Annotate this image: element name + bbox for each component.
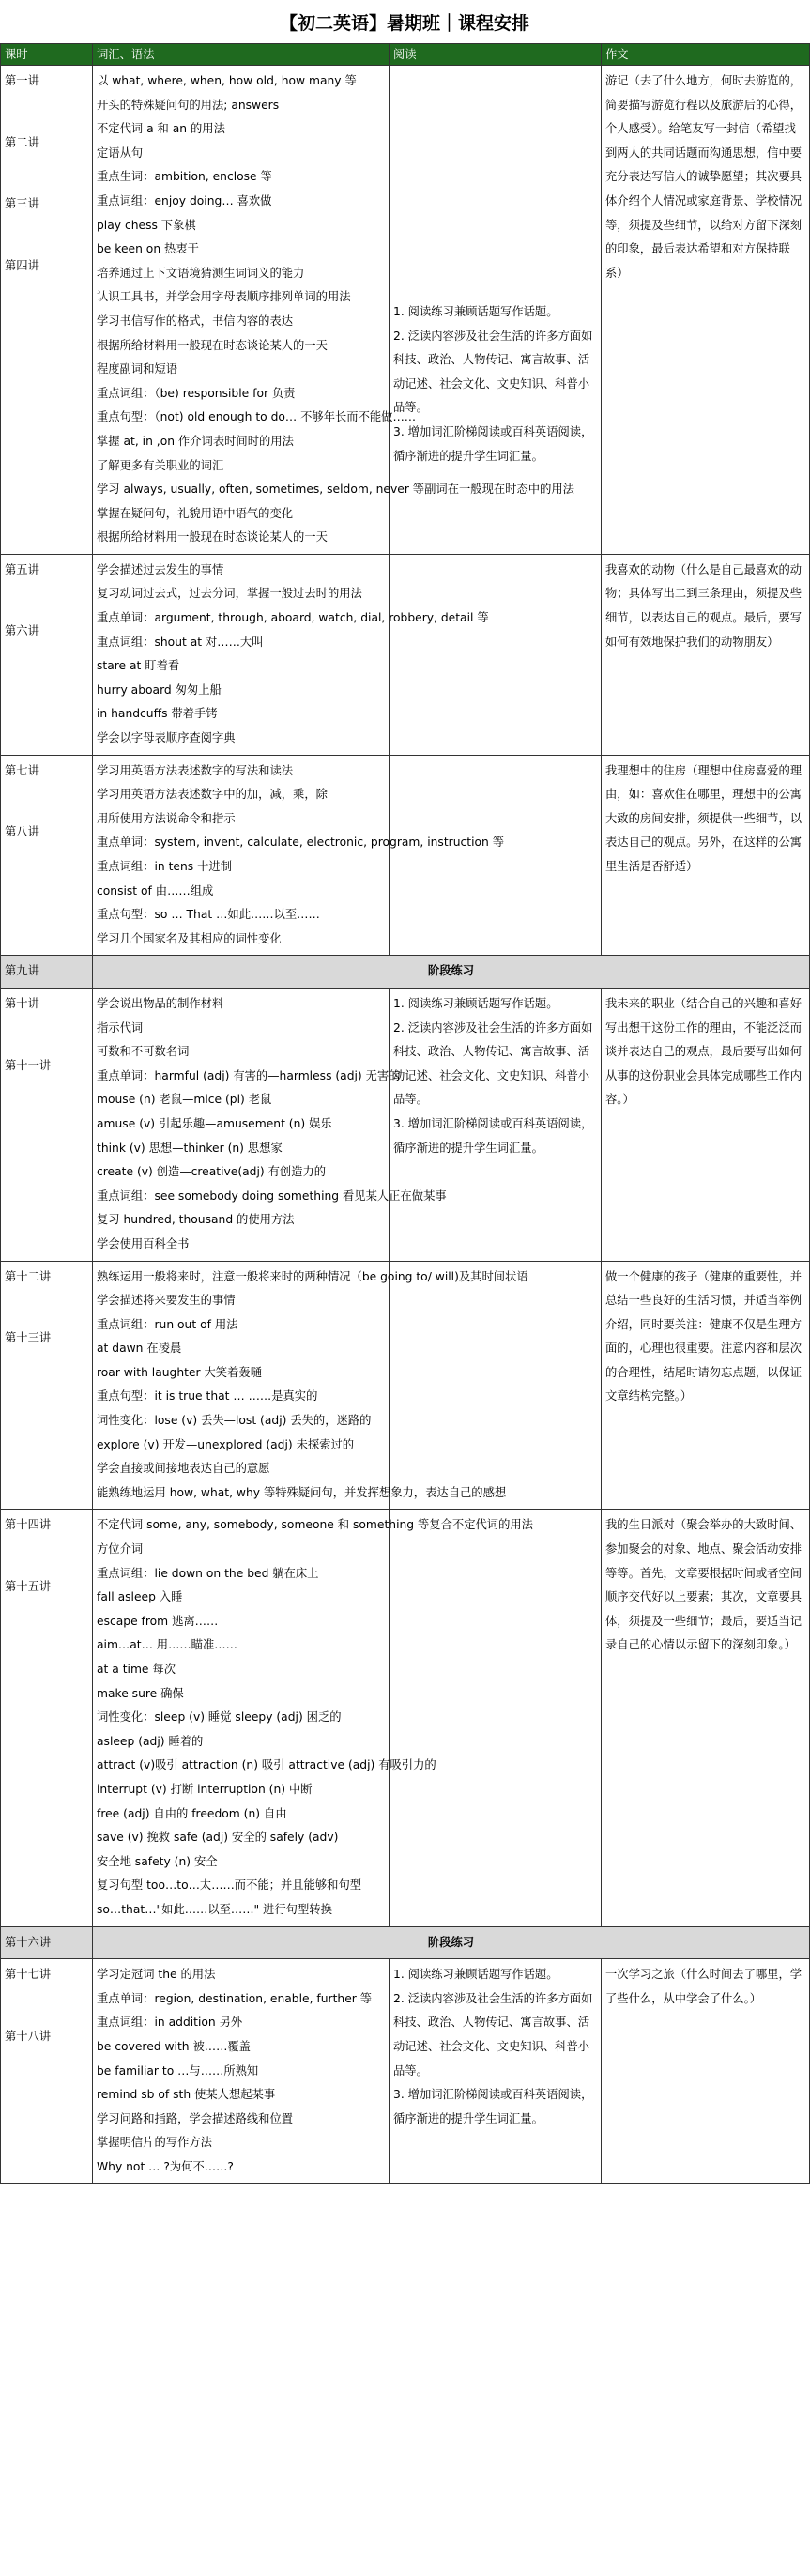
vocab-line: play chess 下象棋 <box>97 218 196 232</box>
vocab-line: asleep (adj) 睡着的 <box>97 1734 204 1748</box>
vocab-line: be familiar to …与……所熟知 <box>97 2063 259 2078</box>
vocab-line: 重点词组：（be) responsible for 负责 <box>97 386 296 400</box>
vocab-line: 重点单词：harmful (adj) 有害的—harmless (adj) 无害的 <box>97 1068 401 1082</box>
lesson-cell <box>1 1510 93 1926</box>
lesson-label: 第一讲 <box>5 74 39 87</box>
writing-cell <box>602 1510 810 1926</box>
lesson-label: 第六讲 <box>5 624 39 638</box>
vocab-line: 重点单词：region, destination, enable, further 等 <box>97 1991 373 2005</box>
section-row <box>1 554 810 755</box>
vocab-line: 不定代词 a 和 an 的用法 <box>97 122 225 136</box>
vocab-line: 认识工具书，并学会用字母表顺序排列单词的用法 <box>97 290 351 304</box>
reading-line: 3. 增加词汇阶梯阅读或百科英语阅读，循序渐进的提升学生词汇量。 <box>393 424 593 463</box>
vocab-line: remind sb of sth 使某人想起某事 <box>97 2088 276 2102</box>
vocab-line: 词性变化：lose (v) 丢失—lost (adj) 丢失的，迷路的 <box>97 1414 372 1428</box>
reading-cell <box>390 1959 602 2184</box>
vocab-line: 学会描述过去发生的事情 <box>97 562 224 576</box>
lesson-label: 第二讲 <box>5 135 39 149</box>
vocab-line: free (adj) 自由的 freedom (n) 自由 <box>97 1806 287 1820</box>
vocab-line: 学会直接或间接地表达自己的意愿 <box>97 1462 270 1476</box>
vocab-line: 学习书信写作的格式，书信内容的表达 <box>97 314 294 328</box>
vocab-line: escape from 逃离…… <box>97 1614 219 1628</box>
schedule-table <box>0 43 810 2184</box>
vocab-line: 学习几个国家名及其相应的词性变化 <box>97 931 282 945</box>
vocab-line: 掌握明信片的写作方法 <box>97 2136 212 2150</box>
vocab-line: 学会使用百科全书 <box>97 1236 190 1250</box>
section-row <box>1 755 810 956</box>
section-row <box>1 66 810 555</box>
reading-cell <box>390 66 602 555</box>
writing-text: 我的生日派对（聚会举办的大致时间、参加聚会的对象、地点、聚会活动安排等等。首先，文章要根据时间或者空间顺序交代好以上要素；其次，文章要具体，须提及一些细节；最后，要适当记录自己的心情以示留下的深刻印象。） <box>605 1518 802 1652</box>
section-row <box>1 1261 810 1510</box>
lesson-label: 第十一讲 <box>5 1058 52 1072</box>
stage-row <box>1 956 810 989</box>
stage-lesson: 第九讲 <box>1 956 93 989</box>
vocab-line: 学习定冠词 the 的用法 <box>97 1968 216 1982</box>
vocab-line: at dawn 在凌晨 <box>97 1342 182 1356</box>
vocab-line: 能熟练地运用 how, what, why 等特殊疑问句，并发挥想象力，表达自己的感想 <box>97 1485 507 1499</box>
vocab-line: create (v) 创造—creative(adj) 有创造力的 <box>97 1165 327 1179</box>
lesson-label: 第十三讲 <box>5 1331 52 1345</box>
vocab-line: 重点词组：shout at 对……大叫 <box>97 635 264 649</box>
vocab-line: 定语从句 <box>97 146 144 160</box>
vocab-line: 掌握 at, in ,on 作介词表时间时的用法 <box>97 434 294 448</box>
vocab-line: aim…at… 用……瞄准…… <box>97 1638 237 1652</box>
vocab-line: 重点词组：see somebody doing something 看见某人正在做某事 <box>97 1188 447 1203</box>
section-row <box>1 1959 810 2184</box>
lesson-cell <box>1 66 93 555</box>
vocab-cell <box>93 1510 533 1926</box>
vocab-line: 根据所给材料用一般现在时态谈论某人的一天 <box>97 530 328 544</box>
vocab-line: 熟练运用一般将来时，注意一般将来时的两种情况（be going to/ will)及其时间状语 <box>97 1269 528 1283</box>
reading-line: 2. 泛读内容涉及社会生活的许多方面如科技、政治、人物传记、寓言故事、活动记述、社会文化、文史知识、科普小品等。 <box>393 1991 593 2078</box>
vocab-line: 指示代词 <box>97 1020 144 1035</box>
lesson-cell <box>1 755 93 956</box>
reading-line: 2. 泛读内容涉及社会生活的许多方面如科技、政治、人物传记、寓言故事、活动记述、社会文化、文史知识、科普小品等。 <box>393 1020 593 1107</box>
header-writing: 作文 <box>602 44 810 66</box>
writing-cell <box>602 1261 810 1510</box>
lesson-label: 第八讲 <box>5 825 39 839</box>
vocab-line: 重点句型：it is true that … ……是真实的 <box>97 1389 318 1403</box>
vocab-line: 安全地 safety (n) 安全 <box>97 1854 218 1868</box>
vocab-line: at a time 每次 <box>97 1663 176 1676</box>
vocab-line: 方位介词 <box>97 1542 144 1556</box>
vocab-line: 重点词组：in addition 另外 <box>97 2016 243 2030</box>
vocab-line: 学习 always, usually, often, sometimes, seldom, never 等副词在一般现在时态中的用法 <box>97 483 574 497</box>
vocab-line: roar with laughter 大笑着轰嗵 <box>97 1365 262 1379</box>
vocab-line: 开头的特殊疑问句的用法; answers <box>97 98 280 112</box>
vocab-line: 重点单词：system, invent, calculate, electronic, program, instruction 等 <box>97 836 505 850</box>
vocab-line: 词性变化：sleep (v) 睡觉 sleepy (adj) 困乏的 <box>97 1710 342 1725</box>
lesson-cell <box>1 1261 93 1510</box>
lesson-cell <box>1 1959 93 2184</box>
vocab-line: 学会以字母表顺序查阅字典 <box>97 731 236 745</box>
vocab-line: 学习问路和指路，学会描述路线和位置 <box>97 2111 294 2125</box>
vocab-line: stare at 盯着看 <box>97 659 180 673</box>
stage-label: 阶段练习 <box>93 1926 810 1959</box>
reading-cell <box>390 755 602 956</box>
vocab-line: 重点句型：so … That …如此……以至…… <box>97 908 320 922</box>
vocab-line: 程度副词和短语 <box>97 362 178 376</box>
vocab-line: make sure 确保 <box>97 1686 184 1700</box>
vocab-cell <box>93 554 489 755</box>
vocab-line: 重点词组：enjoy doing… 喜欢做 <box>97 193 272 207</box>
reading-cell <box>390 554 602 755</box>
vocab-line: 学习用英语方法表述数字中的加，减，乘，除 <box>97 788 328 802</box>
vocab-line: amuse (v) 引起乐趣—amusement (n) 娱乐 <box>97 1116 332 1130</box>
vocab-line: 重点词组：lie down on the bed 躺在床上 <box>97 1566 319 1580</box>
vocab-cell <box>93 755 505 956</box>
section-row <box>1 988 810 1261</box>
vocab-line: interrupt (v) 打断 interruption (n) 中断 <box>97 1782 313 1796</box>
vocab-line: so…that…"如此……以至……" 进行句型转换 <box>97 1902 332 1916</box>
vocab-line: 复习句型 too…to…太……而不能；并且能够和句型 <box>97 1878 362 1893</box>
reading-line: 1. 阅读练习兼顾话题写作话题。 <box>393 1968 558 1982</box>
writing-cell <box>602 755 810 956</box>
stage-lesson: 第十六讲 <box>1 1926 93 1959</box>
vocab-line: 了解更多有关职业的词汇 <box>97 458 224 472</box>
writing-cell <box>602 66 810 555</box>
writing-text: 我喜欢的动物（什么是自己最喜欢的动物；具体写出二到三条理由，须提及些细节，以表达自己的观点。最后，要写如何有效地保护我们的动物朋友） <box>605 562 802 649</box>
vocab-line: 学习用英语方法表述数字的写法和读法 <box>97 763 294 777</box>
header-reading: 阅读 <box>390 44 602 66</box>
page-title: 【初二英语】暑期班｜课程安排 <box>279 12 529 34</box>
vocab-line: 复习 hundred, thousand 的使用方法 <box>97 1213 295 1227</box>
stage-row <box>1 1926 810 1959</box>
vocab-line: 掌握在疑问句，礼貌用语中语气的变化 <box>97 506 294 520</box>
vocab-line: hurry aboard 匆匆上船 <box>97 682 222 697</box>
lesson-cell <box>1 554 93 755</box>
vocab-line: save (v) 挽救 safe (adj) 安全的 safely (adv) <box>97 1831 339 1845</box>
reading-cell <box>390 1510 602 1926</box>
reading-cell <box>390 1261 602 1510</box>
vocab-line: be covered with 被……覆盖 <box>97 2039 251 2053</box>
vocab-line: Why not … ?为何不……? <box>97 2159 234 2173</box>
vocab-line: think (v) 思想—thinker (n) 思想家 <box>97 1141 283 1155</box>
vocab-line: 不定代词 some, any, somebody, someone 和 something 等复合不定代词的用法 <box>97 1518 533 1532</box>
stage-label: 阶段练习 <box>93 956 810 989</box>
writing-text: 我未来的职业（结合自己的兴趣和喜好写出想干这份工作的理由，不能泛泛而谈并表达自己的观点，最后要写出如何从事的这份职业会具体完成哪些工作内容。） <box>605 996 802 1107</box>
lesson-label: 第五讲 <box>5 562 39 576</box>
vocab-line: mouse (n) 老鼠—mice (pl) 老鼠 <box>97 1093 272 1107</box>
writing-cell <box>602 554 810 755</box>
vocab-line: 重点词组：run out of 用法 <box>97 1317 238 1331</box>
header-row <box>1 44 810 66</box>
writing-text: 做一个健康的孩子（健康的重要性，并总结一些良好的生活习惯，并适当举例介绍，同时要关注：健康不仅是生理方面的，心理也很重要。注意内容和层次的合理性，结尾时请勿忘点题，以保证文章结构完整。） <box>605 1269 802 1403</box>
header-vocab: 词汇、语法 <box>93 44 390 66</box>
lesson-label: 第十七讲 <box>5 1968 52 1982</box>
lesson-label: 第十二讲 <box>5 1269 52 1283</box>
lesson-label: 第三讲 <box>5 197 39 211</box>
reading-line: 1. 阅读练习兼顾话题写作话题。 <box>393 305 558 318</box>
vocab-line: 学会描述将来要发生的事情 <box>97 1294 236 1308</box>
vocab-line: 重点生词：ambition, enclose 等 <box>97 170 272 184</box>
vocab-line: 用所使用方法说命令和指示 <box>97 811 236 825</box>
reading-line: 3. 增加词汇阶梯阅读或百科英语阅读，循序渐进的提升学生词汇量。 <box>393 1116 593 1155</box>
vocab-cell <box>93 1261 528 1510</box>
reading-line: 3. 增加词汇阶梯阅读或百科英语阅读，循序渐进的提升学生词汇量。 <box>393 2088 593 2125</box>
vocab-line: 根据所给材料用一般现在时态谈论某人的一天 <box>97 338 328 352</box>
vocab-line: in handcuffs 带着手铐 <box>97 707 218 721</box>
vocab-cell <box>93 988 447 1261</box>
writing-text: 游记（去了什么地方，何时去游览的，简要描写游览行程以及旅游后的心得，个人感受）。给笔友写一封信（希望找到两人的共同话题而沟通思想，信中要充分表达写信人的诚挚愿望；其次要具体介绍个人情况或家庭背景、学校情况等，须提及些细节，以给对方留下深刻的印象，最后表达希望和对方保持联系） <box>605 74 802 280</box>
lesson-label: 第十讲 <box>5 996 39 1010</box>
vocab-line: fall asleep 入睡 <box>97 1590 183 1604</box>
lesson-cell <box>1 988 93 1261</box>
lesson-label: 第十四讲 <box>5 1518 52 1532</box>
lesson-label: 第七讲 <box>5 763 39 777</box>
reading-line: 2. 泛读内容涉及社会生活的许多方面如科技、政治、人物传记、寓言故事、活动记述、社会文化、文史知识、科普小品等。 <box>393 329 593 415</box>
vocab-line: 重点单词：argument, through, aboard, watch, dial, robbery, detail 等 <box>97 611 489 625</box>
reading-line: 1. 阅读练习兼顾话题写作话题。 <box>393 996 558 1010</box>
vocab-line: 学会说出物品的制作材料 <box>97 996 224 1010</box>
reading-cell <box>390 988 602 1261</box>
vocab-line: explore (v) 开发—unexplored (adj) 未探索过的 <box>97 1437 355 1451</box>
vocab-line: 重点句型：（not) old enough to do… 不够年长而不能做…… <box>97 410 417 424</box>
lesson-label: 第十八讲 <box>5 2029 52 2043</box>
vocab-line: consist of 由……组成 <box>97 883 214 897</box>
lesson-label: 第十五讲 <box>5 1580 52 1594</box>
vocab-line: attract (v)吸引 attraction (n) 吸引 attractive (adj) 有吸引力的 <box>97 1758 436 1772</box>
section-row <box>1 1510 810 1926</box>
vocab-line: 以 what, where, when, how old, how many 等 <box>97 74 357 87</box>
vocab-line: 培养通过上下文语境猜测生词词义的能力 <box>97 266 305 280</box>
lesson-label: 第四讲 <box>5 258 39 272</box>
vocab-cell <box>93 1959 390 2184</box>
writing-text: 我理想中的住房（理想中住房喜爱的理由，如：喜欢住在哪里，理想中的公寓大致的房间安排，须提供一些细节，以表达自己的观点。另外，在这样的公寓里生活是否舒适） <box>605 763 802 873</box>
header-lesson: 课时 <box>1 44 93 66</box>
vocab-line: be keen on 热衷于 <box>97 242 199 256</box>
writing-cell <box>602 1959 810 2184</box>
vocab-line: 复习动词过去式，过去分词，掌握一般过去时的用法 <box>97 587 362 601</box>
writing-text: 一次学习之旅（什么时间去了哪里，学了些什么，从中学会了什么。） <box>605 1968 802 2005</box>
vocab-line: 重点词组：in tens 十进制 <box>97 860 232 873</box>
schedule-body <box>1 66 810 2184</box>
vocab-line: 可数和不可数名词 <box>97 1045 190 1059</box>
writing-cell <box>602 988 810 1261</box>
